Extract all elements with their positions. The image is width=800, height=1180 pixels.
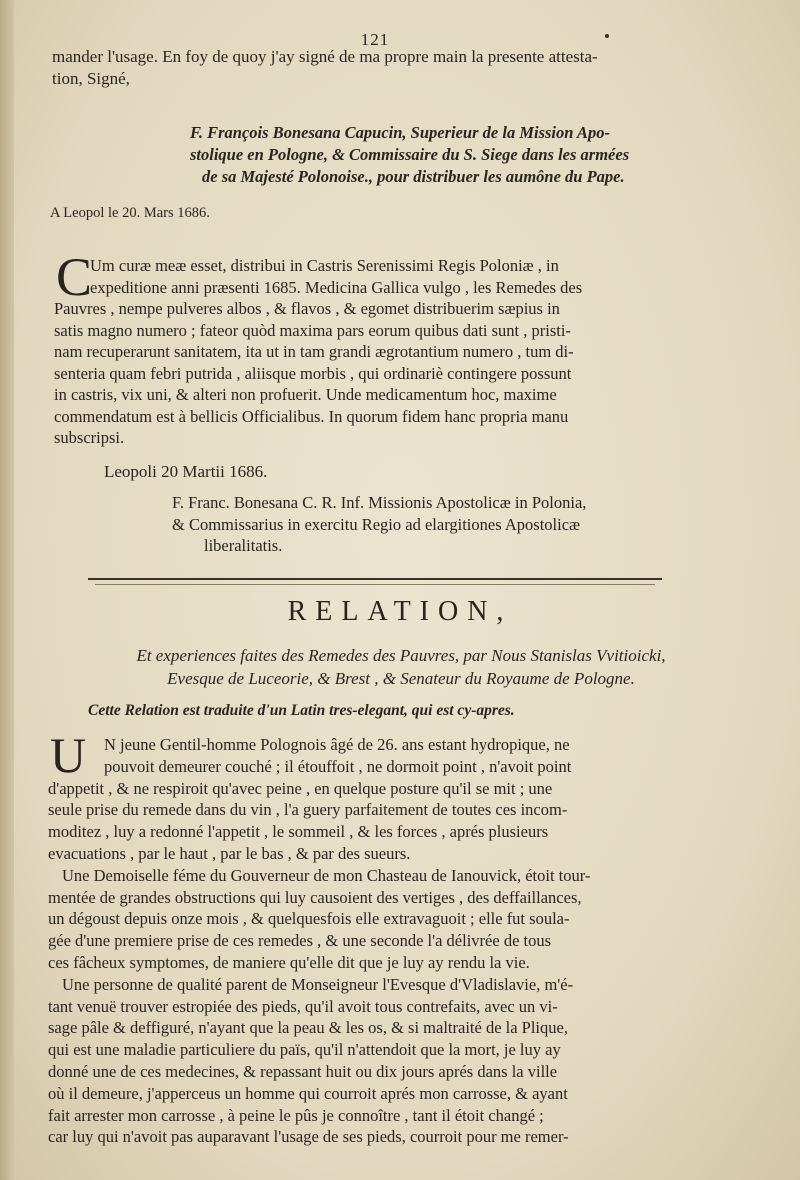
text-line: evacuations , par le haut , par le bas , & par des sueurs. [48, 843, 411, 863]
section-divider-shadow [95, 584, 655, 585]
drop-cap: C [56, 247, 93, 307]
text-line: seule prise du remede dans du vin , l'a guery parfaitement de toutes ces incom- [48, 800, 568, 820]
text-line: Evesque de Luceorie, & Brest , & Senateur du Royaume de Pologne. [167, 669, 635, 688]
relation-body [48, 734, 756, 1148]
text-line: Et experiences faites des Remedes des Pauvres, par Nous Stanislas Vvitioicki, [136, 646, 666, 665]
text-line: tant venuë trouver estropiée des pieds, qu'il avoit tous contrefaits, avec un vi- [48, 996, 558, 1016]
latin-paragraph [54, 255, 754, 449]
text-line: gée d'une premiere prise de ces remedes , & une seconde l'a délivrée de tous [48, 931, 552, 951]
text-line: de sa Majesté Polonoise., pour distribuer les aumône du Pape. [202, 167, 625, 186]
text-line: ces fâcheux symptomes, de maniere qu'elle dit que je luy ay rendu la vie. [48, 952, 530, 972]
french-signature [190, 122, 730, 188]
text-line: sage pâle & deffiguré, n'ayant que la peau & les os, & si maltraité de la Plique, [48, 1018, 568, 1038]
latin-signature [172, 492, 732, 557]
text-line: stolique en Pologne, & Commissaire du S. Siege dans les armées [190, 145, 630, 164]
page-gutter [0, 0, 14, 1180]
text-line: Une personne de qualité parent de Monseigneur l'Evesque d'Vladislavie, m'é- [62, 974, 574, 994]
text-line: Cette Relation est traduite d'un Latin tres-elegant, qui est cy-apres. [88, 702, 515, 719]
text-line: Pauvres , nempe pulveres albos , & flavos , & egomet distribuerim sæpius in [54, 299, 560, 318]
french-date: A Leopol le 20. Mars 1686. [50, 205, 210, 221]
text-line: & Commissarius in exercitu Regio ad elargitiones Apostolicæ [172, 514, 581, 534]
text-line: car luy qui n'avoit pas auparavant l'usage de ses pieds, courroit pour me remer- [48, 1127, 569, 1147]
section-subheading [56, 644, 746, 690]
text-line: F. Franc. Bonesana C. R. Inf. Missionis Apostolicæ in Polonia, [172, 493, 587, 512]
text-line: donné une de ces medecines, & repassant huit ou dix jours aprés dans la ville [48, 1061, 558, 1081]
section-divider [88, 578, 662, 580]
text-line: pouvoit demeurer couché ; il étouffoit , ne dormoit point , n'avoit point [104, 756, 572, 776]
text-line: expeditione anni præsenti 1685. Medicina Gallica vulgo , les Remedes des [90, 277, 583, 297]
text-line: mander l'usage. En foy de quoy j'ay signé de ma propre main la presente attesta- [52, 47, 598, 66]
section-heading: RELATION, [287, 596, 513, 627]
text-line: liberalitatis. [204, 536, 283, 555]
text-line: Une Demoiselle féme du Gouverneur de mon Chasteau de Ianouvick, étoit tour- [62, 865, 591, 885]
text-line: Um curæ meæ esset, distribui in Castris Serenissimi Regis Poloniæ , in [90, 256, 559, 275]
text-line: nam recuperarunt sanitatem, ita ut in tam grandi ægrotantium numero , tum di- [54, 342, 574, 361]
drop-cap: U [50, 727, 87, 783]
text-line: tion, Signé, [52, 69, 130, 88]
page-number: 121 [360, 30, 390, 49]
ink-mark [605, 34, 609, 38]
text-line: satis magno numero ; fateor quòd maxima pars eorum quibus dati sunt , pristi- [54, 320, 571, 340]
text-line: N jeune Gentil-homme Polognois âgé de 26. ans estant hydropique, ne [104, 735, 570, 754]
text-line: senteria quam febri putrida , aliisque morbis , qui ordinariè contingere possunt [54, 363, 572, 383]
text-line: in castris, vix uni, & alteri non profuerit. Unde medicamentum hoc, maxime [54, 385, 557, 404]
text-line: fait arrester mon carrosse , à peine le pûs je connoître , tant il étoit changé ; [48, 1105, 544, 1125]
latin-date: Leopoli 20 Martii 1686. [104, 462, 268, 481]
text-line: commendatum est à bellicis Officialibus. In quorum fidem hanc propria manu [54, 406, 569, 426]
text-line: moditez , luy a redonné l'appetit , le sommeil , & les forces , aprés plusieurs [48, 822, 549, 842]
text-line: subscripsi. [54, 428, 125, 447]
text-line: F. François Bonesana Capucin, Superieur de la Mission Apo- [190, 123, 610, 142]
top-paragraph [52, 46, 752, 90]
text-line: d'appetit , & ne respiroit qu'avec peine , en quelque posture qu'il se mit ; une [48, 778, 553, 798]
text-line: mentée de grandes obstructions qui luy causoient des vertiges , des deffaillances, [48, 887, 582, 907]
text-line: un dégoust depuis onze mois , & quelquesfois elle extravaguoit ; elle fut soula- [48, 909, 570, 929]
translation-note [88, 700, 688, 722]
text-line: où il demeure, j'apperceus un homme qui courroit aprés mon carrosse, & ayant [48, 1083, 568, 1103]
text-line: qui est une maladie particuliere du païs, qu'il n'attendoit que la mort, je luy ay [48, 1040, 561, 1060]
